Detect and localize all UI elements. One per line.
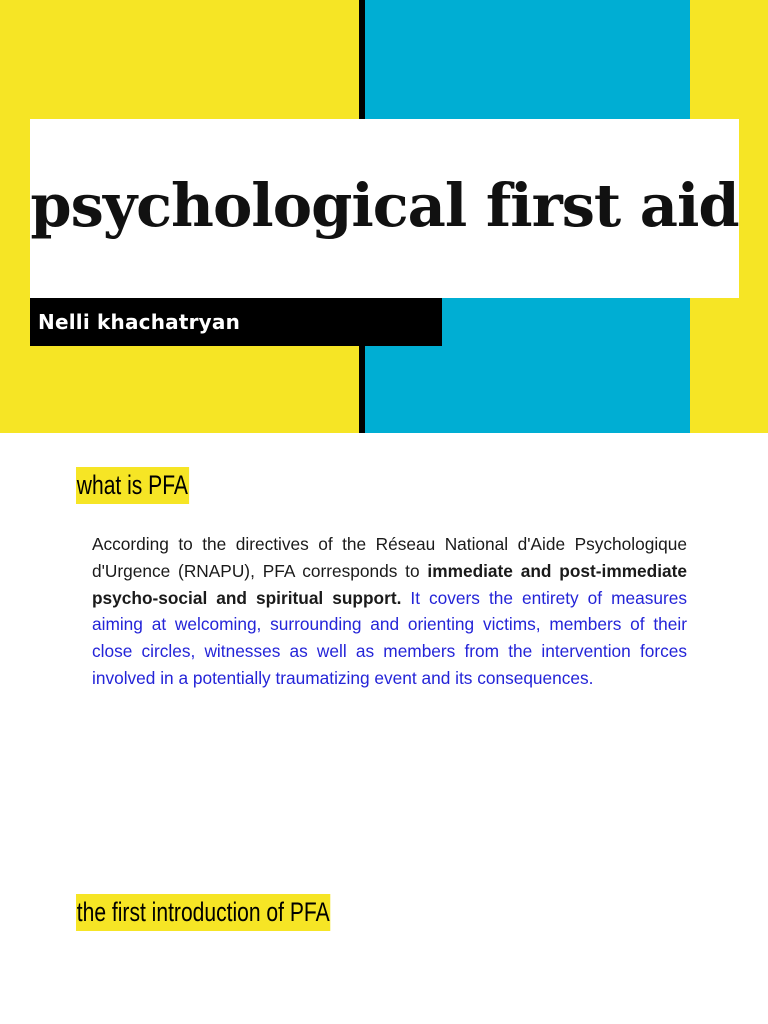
paragraph-blue-text: It covers the entirety of measures aiming at welcoming, surrounding and orienting victims, members of their close circles, witnesses as well as members from the intervention forces involved in a potentially traumatizing event and its consequences.: [92, 587, 687, 688]
author-bar: [30, 298, 442, 346]
title-box: [30, 119, 739, 298]
paragraph-bold-text: immediate and post-immediate psycho-social and spiritual support.: [92, 560, 687, 608]
author-name: Nelli khachatryan: [38, 310, 241, 334]
cover-banner: [0, 0, 768, 433]
section-heading-what-is-pfa: what is PFA: [76, 467, 189, 504]
paragraph-normal-text: According to the directives of the Réseau National d'Aide Psychologique d'Urgence (RNAPU), PFA corresponds to: [92, 534, 687, 581]
document-title: psychological first aid: [30, 171, 739, 240]
section-heading-first-introduction: the first introduction of PFA: [76, 894, 330, 931]
pfa-definition-paragraph: [92, 531, 687, 692]
